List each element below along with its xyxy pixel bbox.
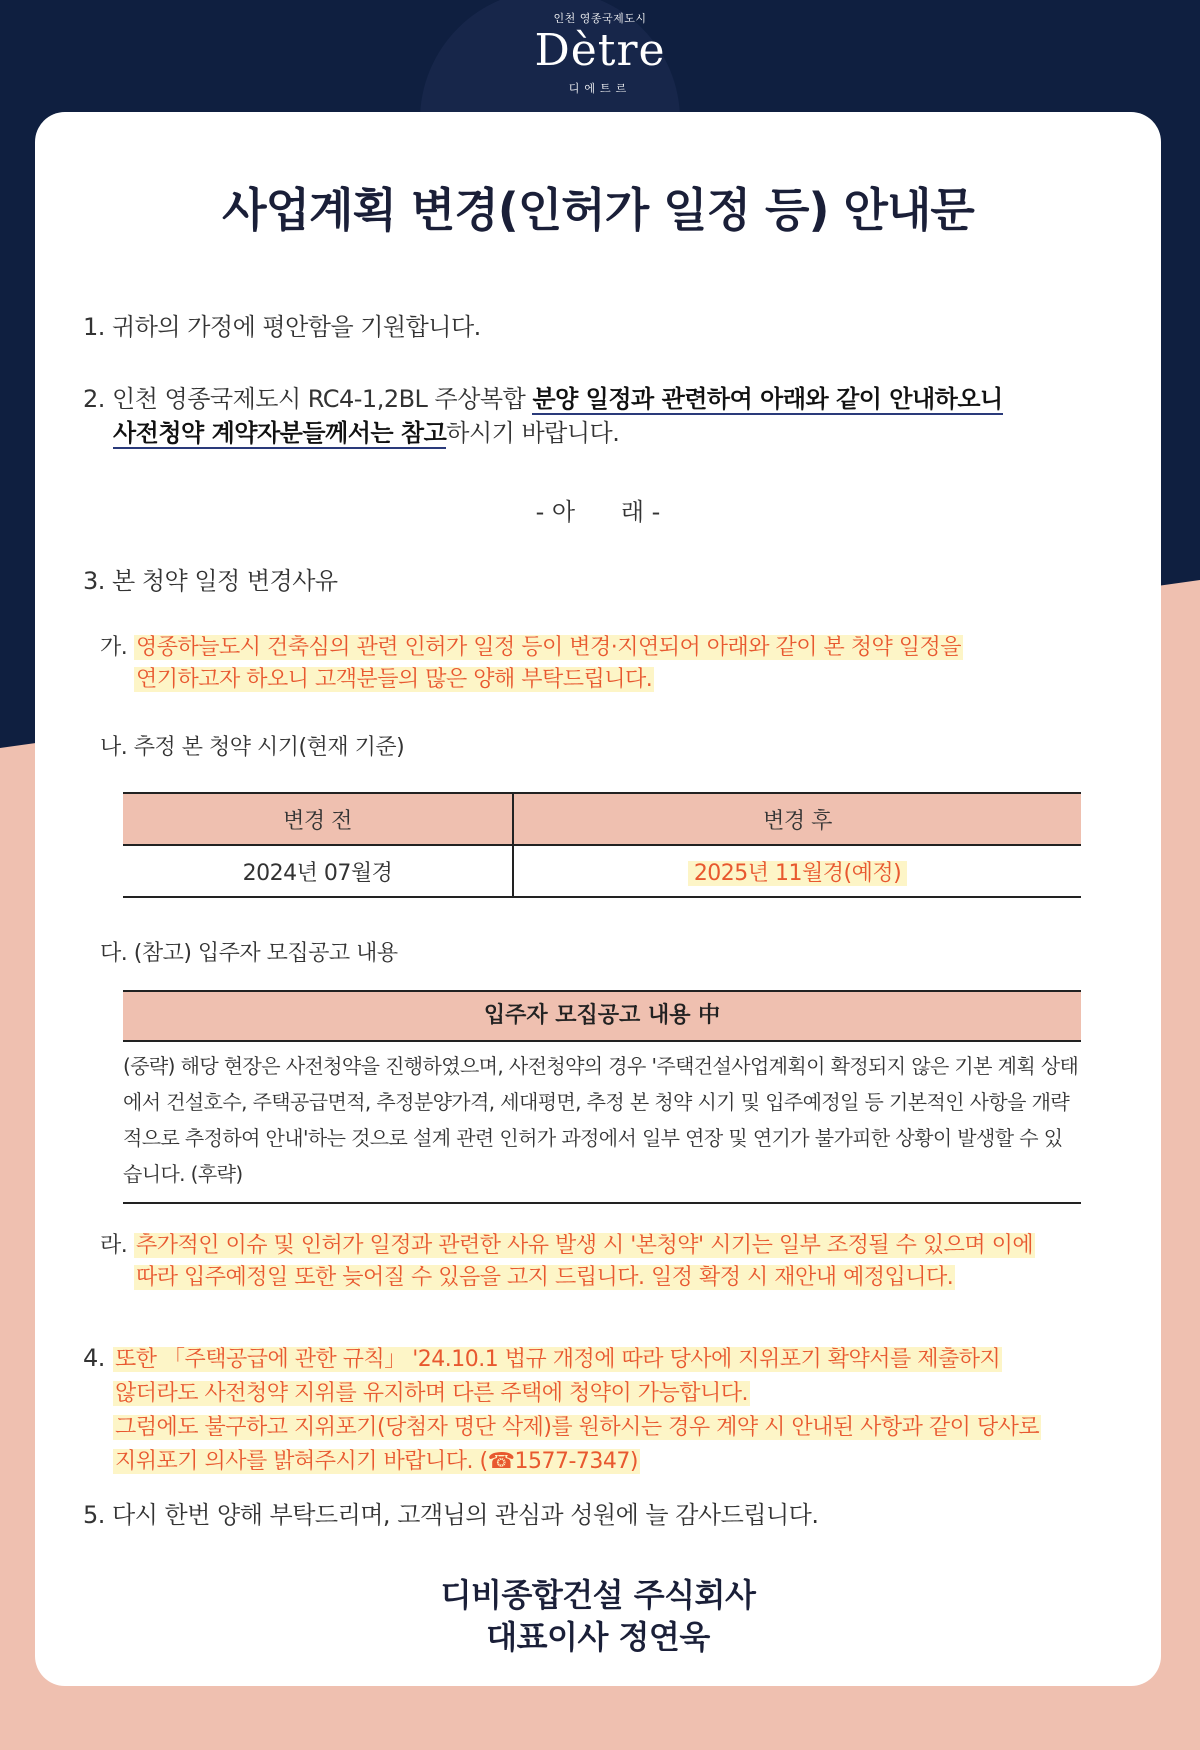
item-ra bbox=[100, 1230, 1110, 1294]
item-ra-line-1: 추가적인 이슈 및 인허가 일정과 관련한 사유 발생 시 '본청약' 시기는 일부 조정될 수 있으며 이에 bbox=[136, 1233, 1034, 1258]
paragraph-4-line-1: 또한 「주택공급에 관한 규칙」 '24.10.1 법규 개정에 따라 당사에 지위포기 확약서를 제출하지 bbox=[115, 1347, 1001, 1372]
item-ga bbox=[100, 632, 1090, 696]
paragraph-2-prefix: 2. 인천 영종국제도시 RC4-1,2BL 주상복합 bbox=[83, 385, 533, 413]
schedule-after-value: 2025년 11월경(예정) bbox=[688, 861, 907, 886]
paragraph-4-line-4: 지위포기 의사를 밝혀주시기 바랍니다. (☎1577-7347) bbox=[115, 1449, 638, 1474]
item-ra-label: 라. bbox=[100, 1233, 128, 1258]
notice-box-body: (중략) 해당 현장은 사전청약을 진행하였으며, 사전청약의 경우 '주택건설사업계획이 확정되지 않은 기본 계획 상태에서 건설호수, 주택공급면적, 추정분양가격, 세대평면, 추정 본 청약 시기 및 입주예정일 등 기본적인 사항을 개략적으로 추정하여 안내'하는 것으로 설계 관련 인허가 과정에서 일부 연장 및 연기가 불가피한 상황이 발생할 수 있습니다. (후략) bbox=[123, 1054, 1079, 1186]
item-ga-label: 가. bbox=[100, 635, 128, 660]
schedule-table-header-row bbox=[123, 793, 1081, 845]
paragraph-2-line-2 bbox=[83, 416, 1123, 450]
paragraph-1: 1. 귀하의 가정에 평안함을 기원합니다. bbox=[83, 313, 481, 341]
brand-logo: Dètre bbox=[534, 25, 666, 76]
notice-box bbox=[123, 990, 1081, 1204]
paragraph-2-bold-1: 분양 일정과 관련하여 아래와 같이 안내하오니 bbox=[532, 385, 1003, 413]
paragraph-4-label: 4. bbox=[83, 1344, 105, 1372]
schedule-before-cell bbox=[123, 845, 513, 897]
ahrae-heading: - 아 래 - bbox=[535, 498, 661, 526]
item-ga-line-2: 연기하고자 하오니 고객분들의 많은 양해 부탁드립니다. bbox=[136, 667, 653, 692]
signature-ceo: 대표이사 정연욱 bbox=[486, 1618, 710, 1656]
schedule-header-before: 변경 전 bbox=[123, 793, 513, 845]
paragraph-4-line-3: 그럼에도 불구하고 지위포기(당첨자 명단 삭제)를 원하시는 경우 계약 시 안내된 사항과 같이 당사로 bbox=[115, 1415, 1040, 1440]
paragraph-2-bold-2: 사전청약 계약자분들께서는 참고 bbox=[113, 419, 447, 447]
paragraph-5: 5. 다시 한번 양해 부탁드리며, 고객님의 관심과 성원에 늘 감사드립니다. bbox=[83, 1501, 819, 1529]
page-title: 사업계획 변경(인허가 일정 등) 안내문 bbox=[222, 183, 974, 237]
paragraph-3: 3. 본 청약 일정 변경사유 bbox=[83, 567, 338, 595]
paragraph-4-line-2: 않더라도 사전청약 지위를 유지하며 다른 주택에 청약이 가능합니다. bbox=[115, 1381, 749, 1406]
schedule-after-cell bbox=[513, 845, 1081, 897]
brand-header bbox=[0, 0, 1200, 112]
item-da: 다. (참고) 입주자 모집공고 내용 bbox=[100, 941, 398, 966]
paragraph-2 bbox=[83, 382, 1123, 450]
brand-location: 인천 영종국제도시 bbox=[553, 12, 647, 25]
schedule-header-after: 변경 후 bbox=[513, 793, 1081, 845]
signature-company: 디비종합건설 주식회사 bbox=[440, 1576, 756, 1614]
item-na: 나. 추정 본 청약 시기(현재 기준) bbox=[100, 735, 405, 760]
paragraph-4 bbox=[83, 1342, 1163, 1478]
item-ga-line-1: 영종하늘도시 건축심의 관련 인허가 일정 등이 변경·지연되어 아래와 같이 본 청약 일정을 bbox=[136, 635, 961, 660]
notice-card bbox=[35, 112, 1161, 1686]
schedule-table bbox=[123, 792, 1081, 898]
schedule-table-row bbox=[123, 845, 1081, 897]
item-ra-line-2: 따라 입주예정일 또한 늦어질 수 있음을 고지 드립니다. 일정 확정 시 재안내 예정입니다. bbox=[136, 1265, 954, 1290]
brand-korean-name: 디에트르 bbox=[568, 82, 632, 95]
schedule-before-value: 2024년 07월경 bbox=[242, 860, 393, 886]
notice-box-title: 입주자 모집공고 내용 中 bbox=[123, 992, 1081, 1042]
signature bbox=[35, 1574, 1161, 1658]
paragraph-2-suffix: 하시기 바랍니다. bbox=[446, 419, 620, 447]
